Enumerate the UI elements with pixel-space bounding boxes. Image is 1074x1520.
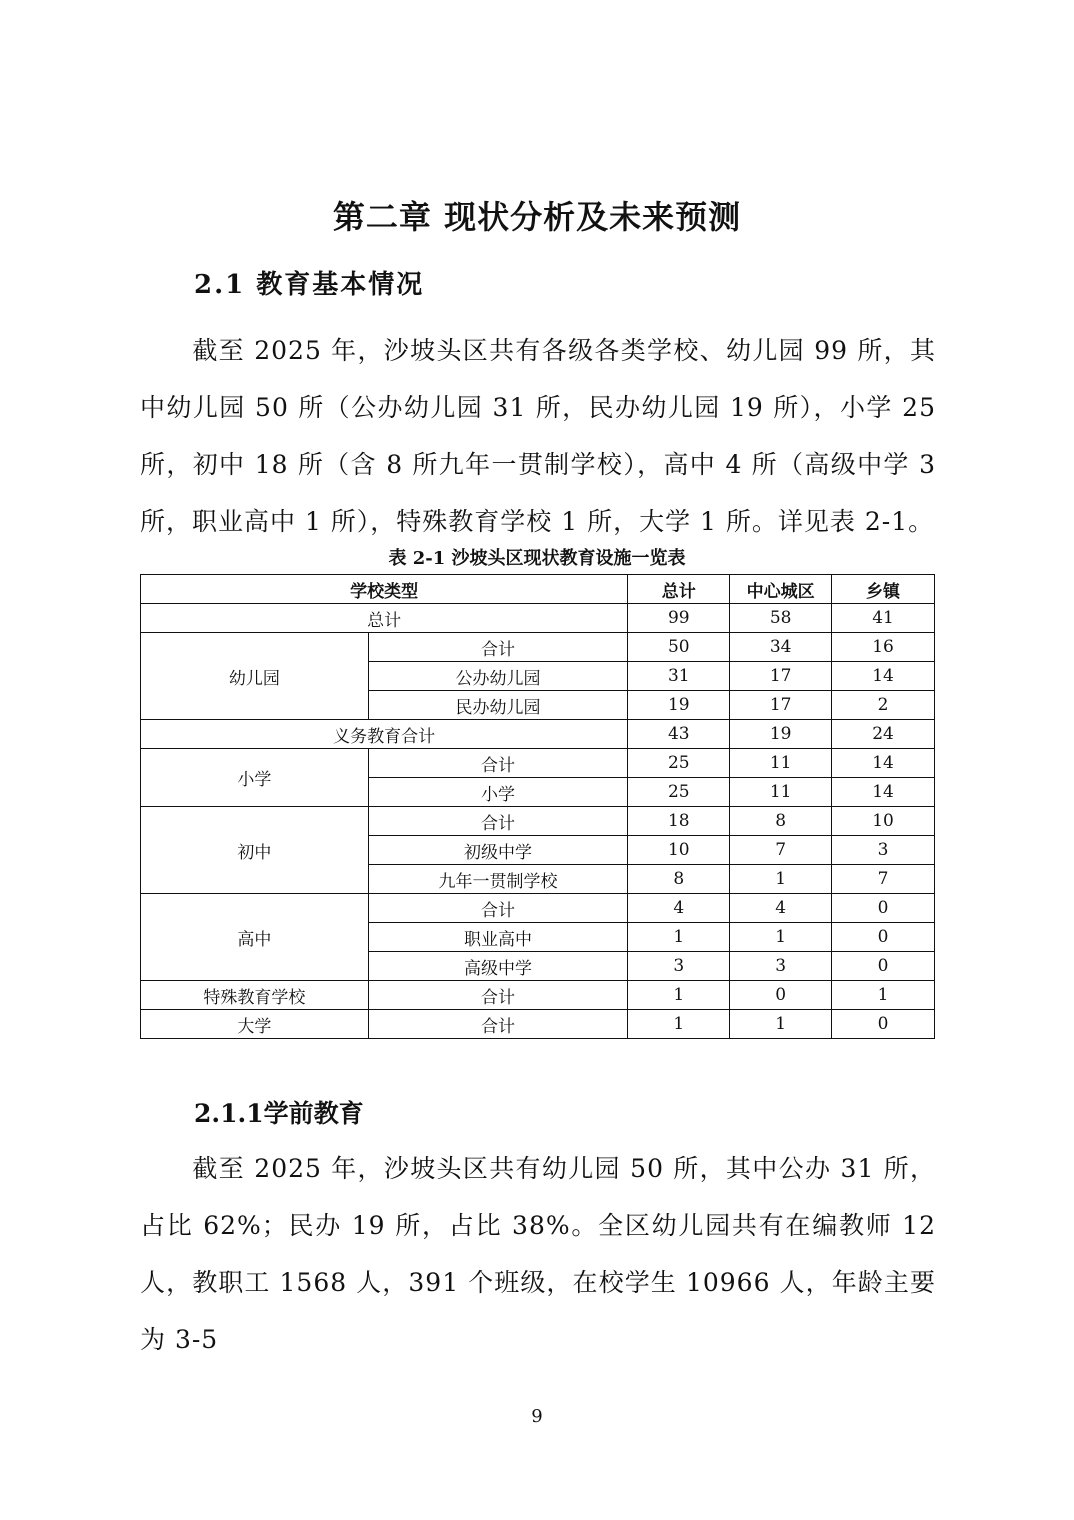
preschool-paragraph — [140, 1140, 936, 1368]
group-label: 小学 — [141, 749, 369, 807]
cell-township: 1 — [832, 981, 935, 1010]
cell-township: 0 — [832, 894, 935, 923]
table-row — [141, 1010, 935, 1039]
row-sublabel: 合计 — [368, 749, 628, 778]
cell-township: 14 — [832, 778, 935, 807]
table-row — [141, 894, 935, 923]
cell-urban: 34 — [730, 633, 832, 662]
row-sublabel: 合计 — [368, 981, 628, 1010]
row-sublabel: 公办幼儿园 — [368, 662, 628, 691]
header-township: 乡镇 — [832, 575, 935, 604]
table-row — [141, 633, 935, 662]
cell-urban: 7 — [730, 836, 832, 865]
table-caption: 表 2-1 沙坡头区现状教育设施一览表 — [388, 548, 686, 569]
row-sublabel: 合计 — [368, 894, 628, 923]
cell-township: 7 — [832, 865, 935, 894]
group-label: 特殊教育学校 — [141, 981, 369, 1010]
row-sublabel: 小学 — [368, 778, 628, 807]
header-total: 总计 — [628, 575, 730, 604]
table-row — [141, 807, 935, 836]
cell-urban: 4 — [730, 894, 832, 923]
row-label: 义务教育合计 — [141, 720, 628, 749]
cell-township: 16 — [832, 633, 935, 662]
cell-urban: 17 — [730, 662, 832, 691]
cell-township: 14 — [832, 662, 935, 691]
cell-urban: 0 — [730, 981, 832, 1010]
cell-urban: 1 — [730, 1010, 832, 1039]
row-label: 总计 — [141, 604, 628, 633]
table-row — [141, 720, 935, 749]
chapter-title: 第二章 现状分析及未来预测 — [332, 198, 742, 236]
row-sublabel: 合计 — [368, 1010, 628, 1039]
cell-urban: 11 — [730, 749, 832, 778]
cell-total: 19 — [628, 691, 730, 720]
group-label: 初中 — [141, 807, 369, 894]
table-row — [141, 749, 935, 778]
cell-urban: 8 — [730, 807, 832, 836]
cell-township: 0 — [832, 952, 935, 981]
cell-township: 2 — [832, 691, 935, 720]
cell-total: 25 — [628, 778, 730, 807]
group-label: 高中 — [141, 894, 369, 981]
cell-total: 4 — [628, 894, 730, 923]
row-sublabel: 九年一贯制学校 — [368, 865, 628, 894]
cell-total: 1 — [628, 1010, 730, 1039]
row-sublabel: 合计 — [368, 633, 628, 662]
cell-urban: 17 — [730, 691, 832, 720]
cell-total: 50 — [628, 633, 730, 662]
cell-total: 3 — [628, 952, 730, 981]
cell-total: 25 — [628, 749, 730, 778]
row-sublabel: 初级中学 — [368, 836, 628, 865]
cell-urban: 1 — [730, 923, 832, 952]
table-row — [141, 604, 935, 633]
row-sublabel: 高级中学 — [368, 952, 628, 981]
cell-township: 41 — [832, 604, 935, 633]
cell-township: 24 — [832, 720, 935, 749]
cell-township: 3 — [832, 836, 935, 865]
subsection-number: 2.1.1 — [194, 1099, 264, 1128]
header-urban: 中心城区 — [730, 575, 832, 604]
table-row — [141, 981, 935, 1010]
group-label: 大学 — [141, 1010, 369, 1039]
cell-township: 14 — [832, 749, 935, 778]
cell-total: 18 — [628, 807, 730, 836]
group-label: 幼儿园 — [141, 633, 369, 720]
page-number: 9 — [531, 1406, 543, 1427]
subsection-text: 学前教育 — [263, 1099, 364, 1128]
row-sublabel: 合计 — [368, 807, 628, 836]
cell-total: 31 — [628, 662, 730, 691]
preschool-paragraph-text: 截至 2025 年，沙坡头区共有幼儿园 50 所，其中公办 31 所，占比 62%；民办 19 所，占比 38%。全区幼儿园共有在编教师 12 人，教职工 1568 人，391 个班级，在校学生 10966 人，年龄主要为 3-5 — [140, 1154, 936, 1354]
cell-total: 8 — [628, 865, 730, 894]
cell-total: 99 — [628, 604, 730, 633]
cell-urban: 19 — [730, 720, 832, 749]
cell-township: 0 — [832, 923, 935, 952]
header-school-type: 学校类型 — [141, 575, 628, 604]
cell-total: 1 — [628, 923, 730, 952]
intro-paragraph — [140, 322, 936, 550]
cell-urban: 3 — [730, 952, 832, 981]
facilities-table — [140, 574, 935, 1039]
cell-total: 43 — [628, 720, 730, 749]
cell-total: 10 — [628, 836, 730, 865]
cell-township: 10 — [832, 807, 935, 836]
cell-urban: 11 — [730, 778, 832, 807]
row-sublabel: 职业高中 — [368, 923, 628, 952]
subsection-title — [194, 1094, 364, 1130]
row-sublabel: 民办幼儿园 — [368, 691, 628, 720]
cell-township: 0 — [832, 1010, 935, 1039]
intro-paragraph-text: 截至 2025 年，沙坡头区共有各级各类学校、幼儿园 99 所，其中幼儿园 50 所（公办幼儿园 31 所，民办幼儿园 19 所），小学 25 所，初中 18 所（含 8 所九年一贯制学校），高中 4 所（高级中学 3 所，职业高中 1 所），特殊教育学校 1 所，大学 1 所。详见表 2-1。 — [140, 336, 936, 536]
cell-urban: 1 — [730, 865, 832, 894]
cell-urban: 58 — [730, 604, 832, 633]
cell-total: 1 — [628, 981, 730, 1010]
table-header-row — [141, 575, 935, 604]
section-title: 2.1 教育基本情况 — [194, 270, 425, 300]
